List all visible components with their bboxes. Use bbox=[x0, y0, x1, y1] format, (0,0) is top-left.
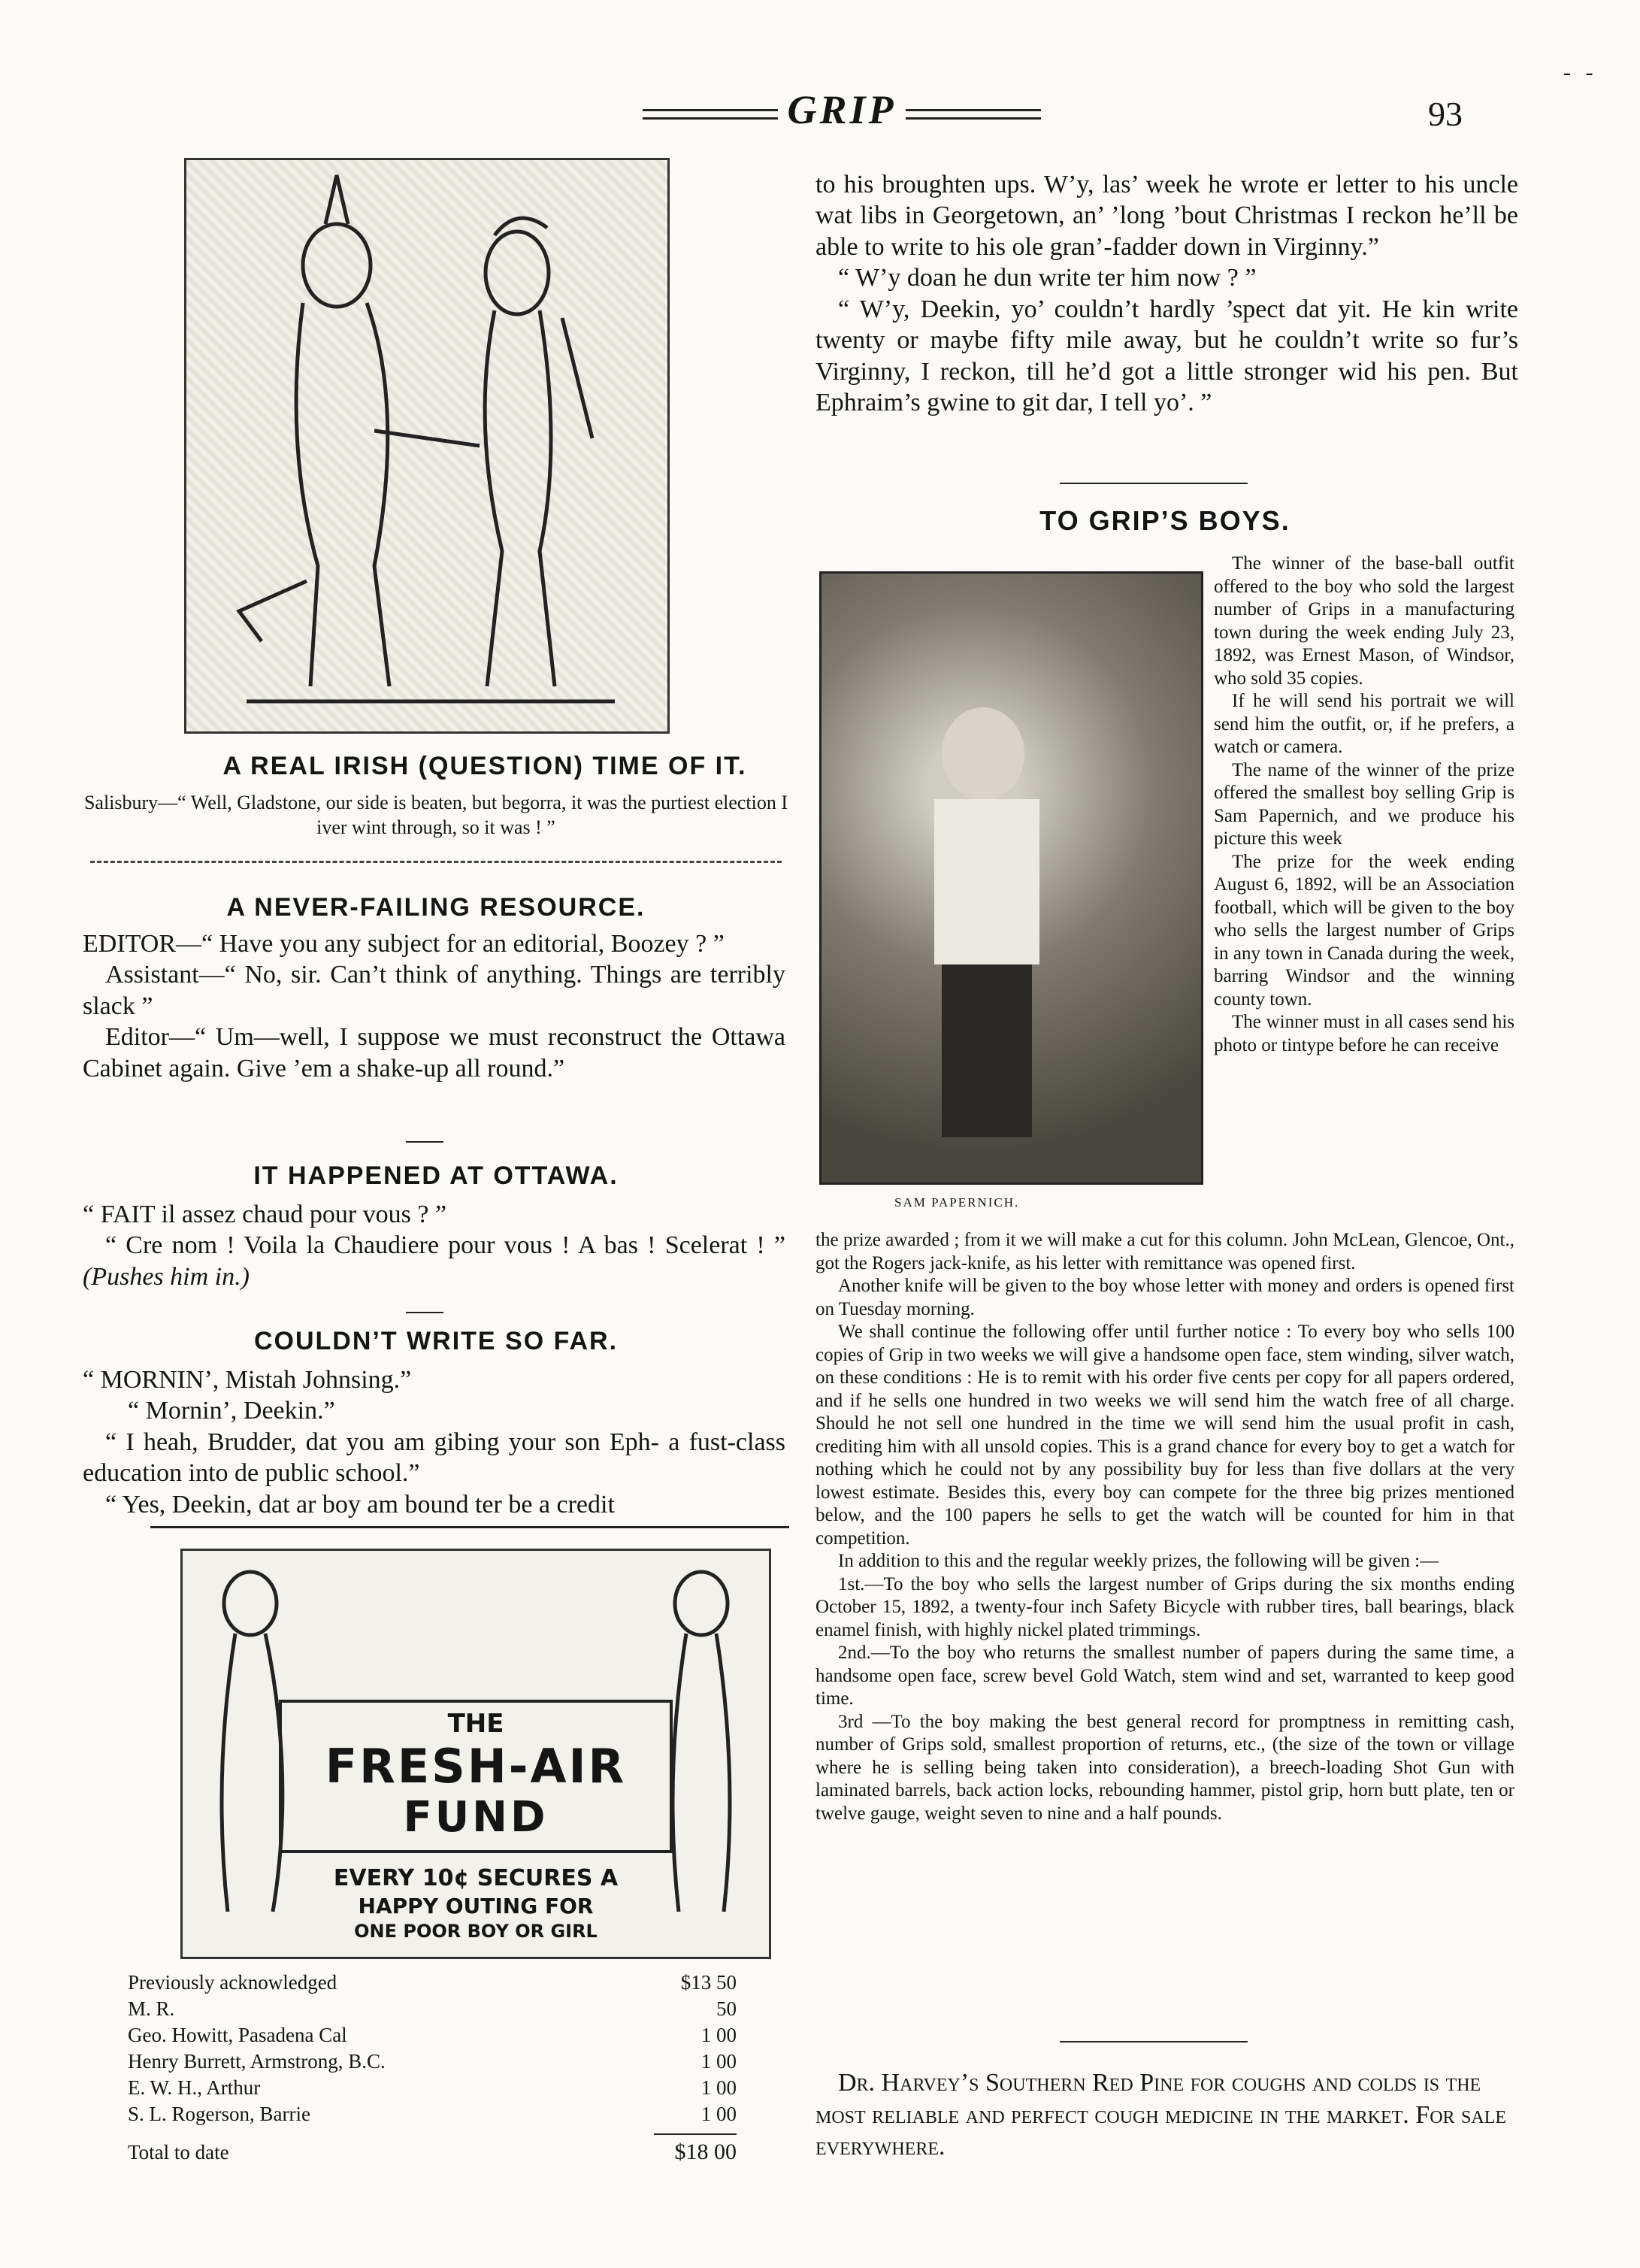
ledger-amount: 1 00 bbox=[700, 2050, 737, 2073]
resource-p2: Assistant—“ No, sir. Can’t think of anything. Things are terribly slack ” bbox=[83, 961, 785, 1020]
boys-p7: 3rd —To the boy making the best general record for promptness in remitting cash, number of Grips sold, smallest proportion of returns, etc., (the size of the town or village where he is selling being taken into consideration), a breech-loading Shot Gun with laminated barrels, back action locks, rebounding hammer, pistol grip, horn butt plate, ten or twelve gauge, weight seven to nine and a half pounds. bbox=[815, 1711, 1514, 1824]
ledger-row bbox=[128, 2101, 737, 2127]
ottawa-p2: “ Cre nom ! Voila la Chaudiere pour vous ! A bas ! Scelerat ! ” bbox=[105, 1231, 785, 1260]
corner-marks: - - bbox=[1563, 60, 1598, 85]
boys-side-p1: The winner of the base-ball outfit offered to the boy who sold the largest number of Grips in a manufacturing town during the week ending July 23, 1892, was Ernest Mason, of Windsor, who sold 35 copies. bbox=[1214, 553, 1514, 689]
fund-the: THE bbox=[447, 1709, 504, 1739]
boys-p5: 1st.—To the boy who sells the largest number of Grips during the six months ending October 15, 1892, a twenty-four inch Safety Bicycle with rubber tires, ball bearings, black enamel finish, with highly nickel plated trimmings. bbox=[815, 1573, 1514, 1640]
photo-caption: SAM PAPERNICH. bbox=[894, 1195, 1020, 1210]
ledger-donor: S. L. Rogerson, Barrie bbox=[128, 2103, 310, 2125]
ledger-row bbox=[128, 1996, 737, 2022]
fund-every-10c: EVERY 10¢ SECURES A bbox=[333, 1865, 619, 1891]
cartoon-caption: Salisbury—“ Well, Gladstone, our side is beaten, but begorra, it was the purtiest election I iver wint through, so it was ! ” bbox=[83, 792, 788, 838]
masthead-title: GRIP bbox=[787, 87, 897, 132]
masthead-rule-right bbox=[906, 109, 1041, 120]
boys-p6: 2nd.—To the boy who returns the smallest number of papers during the same time, a handsome open face, screw bevel Gold Watch, stem wind and set, warranted to keep good time. bbox=[815, 1643, 1514, 1709]
cartoon-illustration bbox=[184, 158, 670, 734]
couldnt-p4: “ Yes, Deekin, dat ar boy am bound ter be a credit bbox=[105, 1490, 615, 1519]
fund-fund: FUND bbox=[403, 1793, 549, 1842]
fund-total bbox=[128, 2138, 737, 2167]
boy-portrait-icon bbox=[822, 574, 1201, 1182]
boys-side-p2: If he will send his portrait we will send him the outfit, or, if he prefers, a watch or camera. bbox=[1214, 691, 1514, 757]
page-number: 93 bbox=[1428, 95, 1463, 133]
couldnt-p3: “ I heah, Brudder, dat you am gibing your son Eph- a fust-class education into de public school.” bbox=[83, 1428, 785, 1488]
ledger-rows bbox=[128, 1970, 737, 2127]
divider bbox=[406, 1141, 443, 1143]
ledger-row bbox=[128, 2022, 737, 2048]
couldnt-p1: “ MORNIN’, Mistah Johnsing.” bbox=[83, 1366, 412, 1394]
fresh-air-fund-illustration bbox=[180, 1549, 771, 1959]
couldnt-body bbox=[83, 1364, 785, 1520]
divider bbox=[1060, 483, 1248, 484]
ledger-amount: $13 50 bbox=[680, 1971, 737, 1994]
ottawa-title: IT HAPPENED AT OTTAWA. bbox=[253, 1161, 619, 1190]
couldnt-title: COULDN’T WRITE SO FAR. bbox=[253, 1327, 619, 1355]
boys-title: TO GRIP’S BOYS. bbox=[1039, 505, 1291, 536]
cartoon-title: A REAL IRISH (QUESTION) TIME OF IT. bbox=[222, 752, 747, 780]
boys-side-p5: The winner must in all cases send his photo or tintype before he can receive bbox=[1214, 1012, 1514, 1055]
ottawa-stage-direction: (Pushes him in.) bbox=[83, 1262, 250, 1291]
ledger-amount: 1 00 bbox=[700, 2103, 737, 2125]
couldnt-p2: “ Mornin’, Deekin.” bbox=[128, 1397, 335, 1425]
ledger-donor: Previously acknowledged bbox=[128, 1971, 337, 1994]
ledger-amount: 1 00 bbox=[700, 2024, 737, 2046]
ledger-row bbox=[128, 2075, 737, 2101]
total-label: Total to date bbox=[128, 2140, 229, 2164]
divider bbox=[90, 861, 782, 863]
fund-one-poor: ONE POOR BOY OR GIRL bbox=[354, 1921, 598, 1942]
continued-p2: “ W’y doan he dun write ter him now ? ” bbox=[838, 264, 1257, 292]
boys-p4: In addition to this and the regular weekly prizes, the following will be given :— bbox=[838, 1551, 1439, 1571]
masthead-rule-left bbox=[643, 109, 778, 120]
ledger-row bbox=[128, 1970, 737, 1996]
total-rule bbox=[654, 2133, 737, 2135]
continued-p1: to his broughten ups. W’y, las’ week he wrote er letter to his uncle wat libs in Georgetown, an’ ’long ’bout Christmas I reckon he’ll be able to write to his ole gran’-fadder down in Virginny.” bbox=[815, 171, 1518, 261]
ledger-amount: 1 00 bbox=[700, 2076, 737, 2099]
boys-p2: Another knife will be given to the boy whose letter with money and orders is opened first on Tuesday morning. bbox=[815, 1276, 1514, 1319]
divider bbox=[1060, 2041, 1248, 2042]
ledger-donor: Henry Burrett, Armstrong, B.C. bbox=[128, 2050, 386, 2073]
fund-ledger bbox=[128, 1970, 737, 2167]
fund-ledger-table bbox=[128, 1970, 737, 2127]
red-pine-advert: Dr. Harvey’s Southern Red Pine for coughs and colds is the most reliable and perfect cough medicine in the market. For sale everywhere. bbox=[815, 2069, 1507, 2161]
continued-p3: “ W’y, Deekin, yo’ couldn’t hardly ’spect dat yit. He kin write twenty or maybe fifty mile away, but he couldn’t write so fur’s Virginny, I reckon, till he’d got a little stronger wid his pen. But Ephraim’s gwine to git dar, I tell yo’. ” bbox=[815, 295, 1518, 417]
resource-p3: Editor—“ Um—well, I suppose we must reconstruct the Ottawa Cabinet again. Give ’em a shake-up all round.” bbox=[83, 1023, 785, 1083]
ledger-donor: E. W. H., Arthur bbox=[128, 2076, 261, 2099]
handshake-figures-icon bbox=[186, 160, 667, 731]
couldnt-continued bbox=[815, 169, 1518, 419]
boys-p1: the prize awarded ; from it we will make a cut for this column. John McLean, Glencoe, Ont., got the Rogers jack-knife, as his letter with remittance was opened first. bbox=[815, 1230, 1514, 1273]
divider bbox=[406, 1312, 443, 1313]
ledger-amount: 50 bbox=[716, 1997, 737, 2020]
boys-sidebar bbox=[1214, 553, 1514, 1057]
resource-body bbox=[83, 928, 785, 1084]
boy-photograph bbox=[819, 571, 1203, 1185]
ottawa-body bbox=[83, 1199, 785, 1292]
boys-p3: We shall continue the following offer until further notice : To every boy who sells 100 copies of Grip in two weeks we will give a handsome open face, stem winding, silver watch, on these conditions : He is to remit with his order five cents per copy for all papers ordered, and if he sells one hundred in two weeks we will send him the watch free of all charge. Should he not sell one hundred in the time we will send him the usual profit in cash, crediting him with all unsold copies. This is a grand chance for every boy to get a watch for nothing which he could not by any possibility buy for less than five dollars at the very lowest estimate. Besides this, every boy can compete for the three big prizes mentioned below, and the 100 papers he sells to get the watch will be counted for him in that competition. bbox=[815, 1322, 1514, 1549]
resource-p1: EDITOR—“ Have you any subject for an editorial, Boozey ? ” bbox=[83, 930, 725, 958]
fund-happy-outing: HAPPY OUTING FOR bbox=[358, 1894, 594, 1918]
ottawa-p1: “ FAIT il assez chaud pour vous ? ” bbox=[83, 1201, 447, 1228]
total-amount: $18 00 bbox=[674, 2139, 737, 2164]
boys-side-p4: The prize for the week ending August 6, 1892, will be an Association football, which will be given to the boy who sells the largest number of Grips in any town in Canada during the week, barring Windsor and the winning county town. bbox=[1214, 851, 1514, 1010]
boys-side-p3: The name of the winner of the prize offered the smallest boy selling Grip is Sam Papernich, and we produce his picture this week bbox=[1214, 759, 1514, 849]
resource-title: A NEVER-FAILING RESOURCE. bbox=[226, 893, 646, 922]
ledger-donor: M. R. bbox=[128, 1997, 175, 2020]
ledger-donor: Geo. Howitt, Pasadena Cal bbox=[128, 2024, 347, 2046]
masthead bbox=[556, 86, 1127, 132]
fund-fresh-air: FRESH-AIR bbox=[325, 1739, 627, 1794]
divider bbox=[150, 1526, 789, 1528]
ledger-row bbox=[128, 2048, 737, 2075]
boys-body bbox=[815, 1229, 1514, 1825]
